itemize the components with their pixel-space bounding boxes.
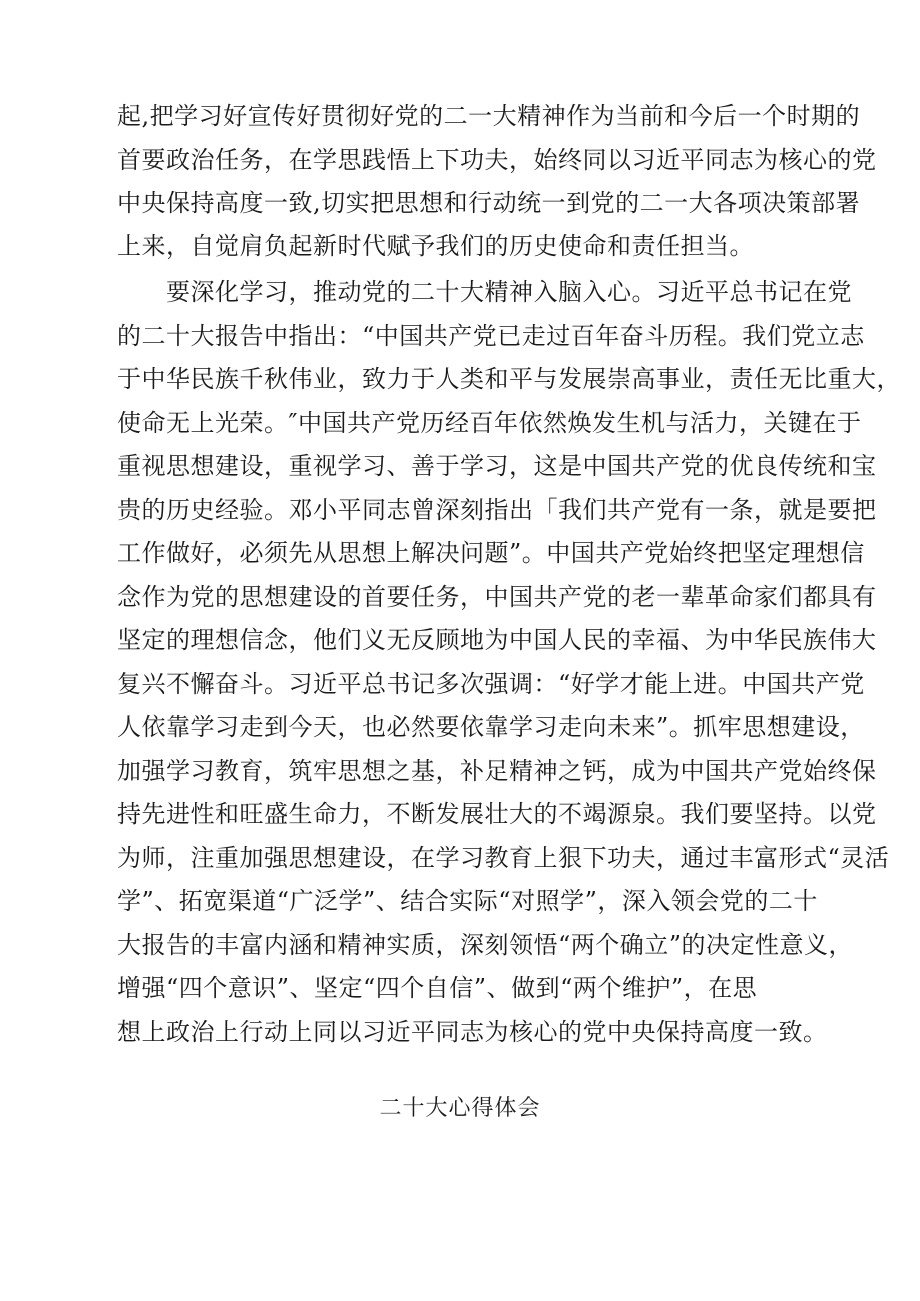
paragraph-line: 增强“四个意识”、坚定“四个自信”、做到“两个维护”，在思: [117, 974, 758, 1002]
paragraph-line: 为师，注重加强思想建设，在学习教育上狠下功夫，通过丰富形式“灵活: [117, 844, 890, 872]
paragraph-line: 起,把学习好宣传好贯彻好党的二一大精神作为当前和今后一个时期的: [117, 102, 861, 130]
paragraph-line: 大报告的丰富内涵和精神实质，深刻领悟“两个确立”的决定性意义，: [117, 931, 854, 959]
paragraph-line: 的二十大报告中指出：“中国共产党已走过百年奋斗历程。我们党立志: [117, 322, 865, 350]
paragraph-line: 工作做好，必须先从思想上解决问题”。中国共产党始终把坚定理想信: [117, 539, 865, 567]
paragraph-line: 要深化学习，推动党的二十大精神入脑入心。习近平总书记在党: [166, 278, 852, 306]
paragraph-line: 人依靠学习走到今天，也必然要依靠学习走向未来”。抓牢思想建设，: [117, 713, 865, 741]
paragraph-line: 上来，自觉肩负起新时代赋予我们的历史使命和责任担当。: [117, 232, 754, 260]
paragraph-line: 重视思想建设，重视学习、善于学习，这是中国共产党的优良传统和宝: [117, 452, 877, 480]
paragraph-line: 学”、拓宽渠道“广泛学”、结合实际“对照学”，深入领会党的二十: [117, 887, 818, 915]
paragraph-line: 坚定的理想信念，他们义无反顾地为中国人民的幸福、为中华民族伟大: [117, 626, 877, 654]
paragraph-line: 持先进性和旺盛生命力，不断发展壮大的不竭源泉。我们要坚持。以党: [117, 800, 877, 828]
paragraph-line: 复兴不懈奋斗。习近平总书记多次强调：“好学才能上进。中国共产党: [117, 670, 865, 698]
paragraph-line: 于中华民族千秋伟业，致力于人类和平与发展崇高事业，责任无比重大，: [117, 365, 901, 393]
paragraph-line: 贵的历史经验。邓小平同志曾深刻指出「我们共产党有一条，就是要把: [117, 496, 877, 524]
paragraph-line: 中央保持高度一致,切实把思想和行动统一到党的二一大各项决策部署: [117, 189, 861, 217]
paragraph-line: 加强学习教育，筑牢思想之基，补足精神之钙，成为中国共产党始终保: [117, 757, 877, 785]
paragraph-line: 想上政治上行动上同以习近平同志为核心的党中央保持高度一致。: [117, 1018, 828, 1046]
paragraph-line: 念作为党的思想建设的首要任务，中国共产党的老一辈革命家们都具有: [117, 583, 877, 611]
paragraph-line: 首要政治任务，在学思践悟上下功夫，始终同以习近平同志为核心的党: [117, 146, 877, 174]
paragraph-line: 使命无上光荣。″中国共产党历经百年依然焕发生机与活力，关键在于: [117, 409, 862, 437]
section-heading: 二十大心得体会: [379, 1096, 541, 1121]
